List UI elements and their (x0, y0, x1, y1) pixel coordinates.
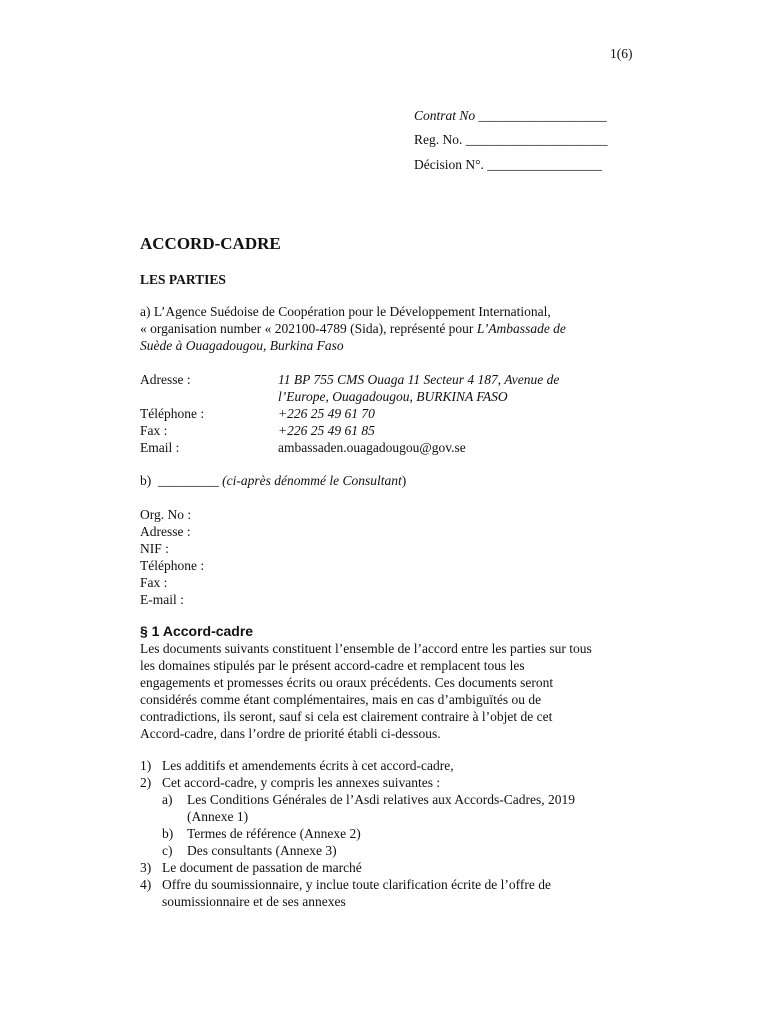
email-label: Email : (140, 440, 180, 455)
sublist-item-text: Des consultants (Annexe 3) (187, 843, 337, 858)
party-a-line-2 (140, 320, 566, 337)
party-b-close: ) (401, 473, 407, 488)
list-item-number: 1) (140, 758, 152, 773)
parties-heading: LES PARTIES (140, 272, 226, 287)
page-number: 1(6) (610, 46, 633, 61)
contract-number-field (414, 107, 607, 124)
list-item-number: 3) (140, 860, 152, 875)
party-b-email-label: E-mail : (140, 592, 184, 607)
nif-label: NIF : (140, 541, 169, 556)
party-b-fax-label: Fax : (140, 575, 168, 590)
decision-number-blank: _________________ (487, 157, 603, 172)
paragraph-line: contradictions, ils seront, sauf si cela est clairement contraire à l’objet de cet (140, 709, 553, 724)
party-b-fields (140, 506, 204, 608)
party-b-address-label: Adresse : (140, 524, 191, 539)
section-1-heading: § 1 Accord-cadre (140, 623, 254, 639)
list-item-text-cont: soumissionnaire et de ses annexes (162, 894, 346, 909)
phone-label: Téléphone : (140, 406, 205, 421)
party-b-blank: _________ (158, 473, 219, 488)
sublist-item-letter: c) (162, 843, 173, 858)
sublist-item-letter: b) (162, 826, 174, 841)
party-b-phone-label: Téléphone : (140, 558, 205, 573)
party-a-line-3: Suède à Ouagadougou, Burkina Faso (140, 338, 344, 353)
decision-number-label: Décision N°. (414, 157, 484, 172)
party-b-designation: (ci-après dénommé le Consultant (222, 473, 402, 488)
sublist-item-text-cont: (Annexe 1) (187, 809, 249, 824)
sublist-item-text: Les Conditions Générales de l’Asdi relatives aux Accords-Cadres, 2019 (187, 792, 576, 807)
paragraph-line: engagements et promesses écrits ou oraux précédents. Ces documents seront (140, 675, 554, 690)
address-value-line-1: 11 BP 755 CMS Ouaga 11 Secteur 4 187, Avenue de (278, 372, 560, 387)
paragraph-line: Accord-cadre, dans l’ordre de priorité établi ci-dessous. (140, 726, 441, 741)
fax-label: Fax : (140, 423, 168, 438)
reg-number-label: Reg. No. (414, 132, 463, 147)
decision-number-field (414, 156, 602, 173)
party-b-line (140, 472, 406, 489)
address-value-line-2: l’Europe, Ouagadougou, BURKINA FASO (278, 389, 508, 404)
list-item-number: 2) (140, 775, 152, 790)
party-b-prefix: b) (140, 473, 152, 488)
paragraph-line: les domaines stipulés par le présent accord-cadre et remplacent tous les (140, 658, 525, 673)
sublist-item-text: Termes de référence (Annexe 2) (187, 826, 361, 841)
contract-number-label: Contrat No (414, 108, 476, 123)
reg-number-field (414, 131, 608, 148)
list-item-number: 4) (140, 877, 152, 892)
fax-value: +226 25 49 61 85 (278, 423, 375, 438)
list-item-text: Offre du soumissionnaire, y inclue toute clarification écrite de l’offre de (162, 877, 551, 892)
address-label: Adresse : (140, 372, 191, 387)
party-a-embassy: L’Ambassade de (476, 321, 566, 336)
document-title: ACCORD-CADRE (140, 234, 281, 253)
paragraph-line: considérés comme étant complémentaires, mais en cas d’ambiguïtés ou de (140, 692, 542, 707)
phone-value: +226 25 49 61 70 (278, 406, 375, 421)
contract-number-blank: ___________________ (478, 108, 607, 123)
section-1-paragraph (140, 640, 592, 742)
party-a-org-text: « organisation number « 202100-4789 (Sida), représenté pour (140, 321, 477, 336)
party-a-line-1: a) L’Agence Suédoise de Coopération pour le Développement International, (140, 304, 551, 319)
list-item-text: Cet accord-cadre, y compris les annexes suivantes : (162, 775, 441, 790)
org-number-label: Org. No : (140, 507, 192, 522)
sublist-item-letter: a) (162, 792, 173, 807)
paragraph-line: Les documents suivants constituent l’ensemble de l’accord entre les parties sur tous (140, 641, 592, 656)
list-item-text: Les additifs et amendements écrits à cet accord-cadre, (162, 758, 454, 773)
email-value: ambassaden.ouagadougou@gov.se (278, 440, 466, 455)
list-item-text: Le document de passation de marché (162, 860, 362, 875)
reg-number-blank: _____________________ (465, 132, 608, 147)
